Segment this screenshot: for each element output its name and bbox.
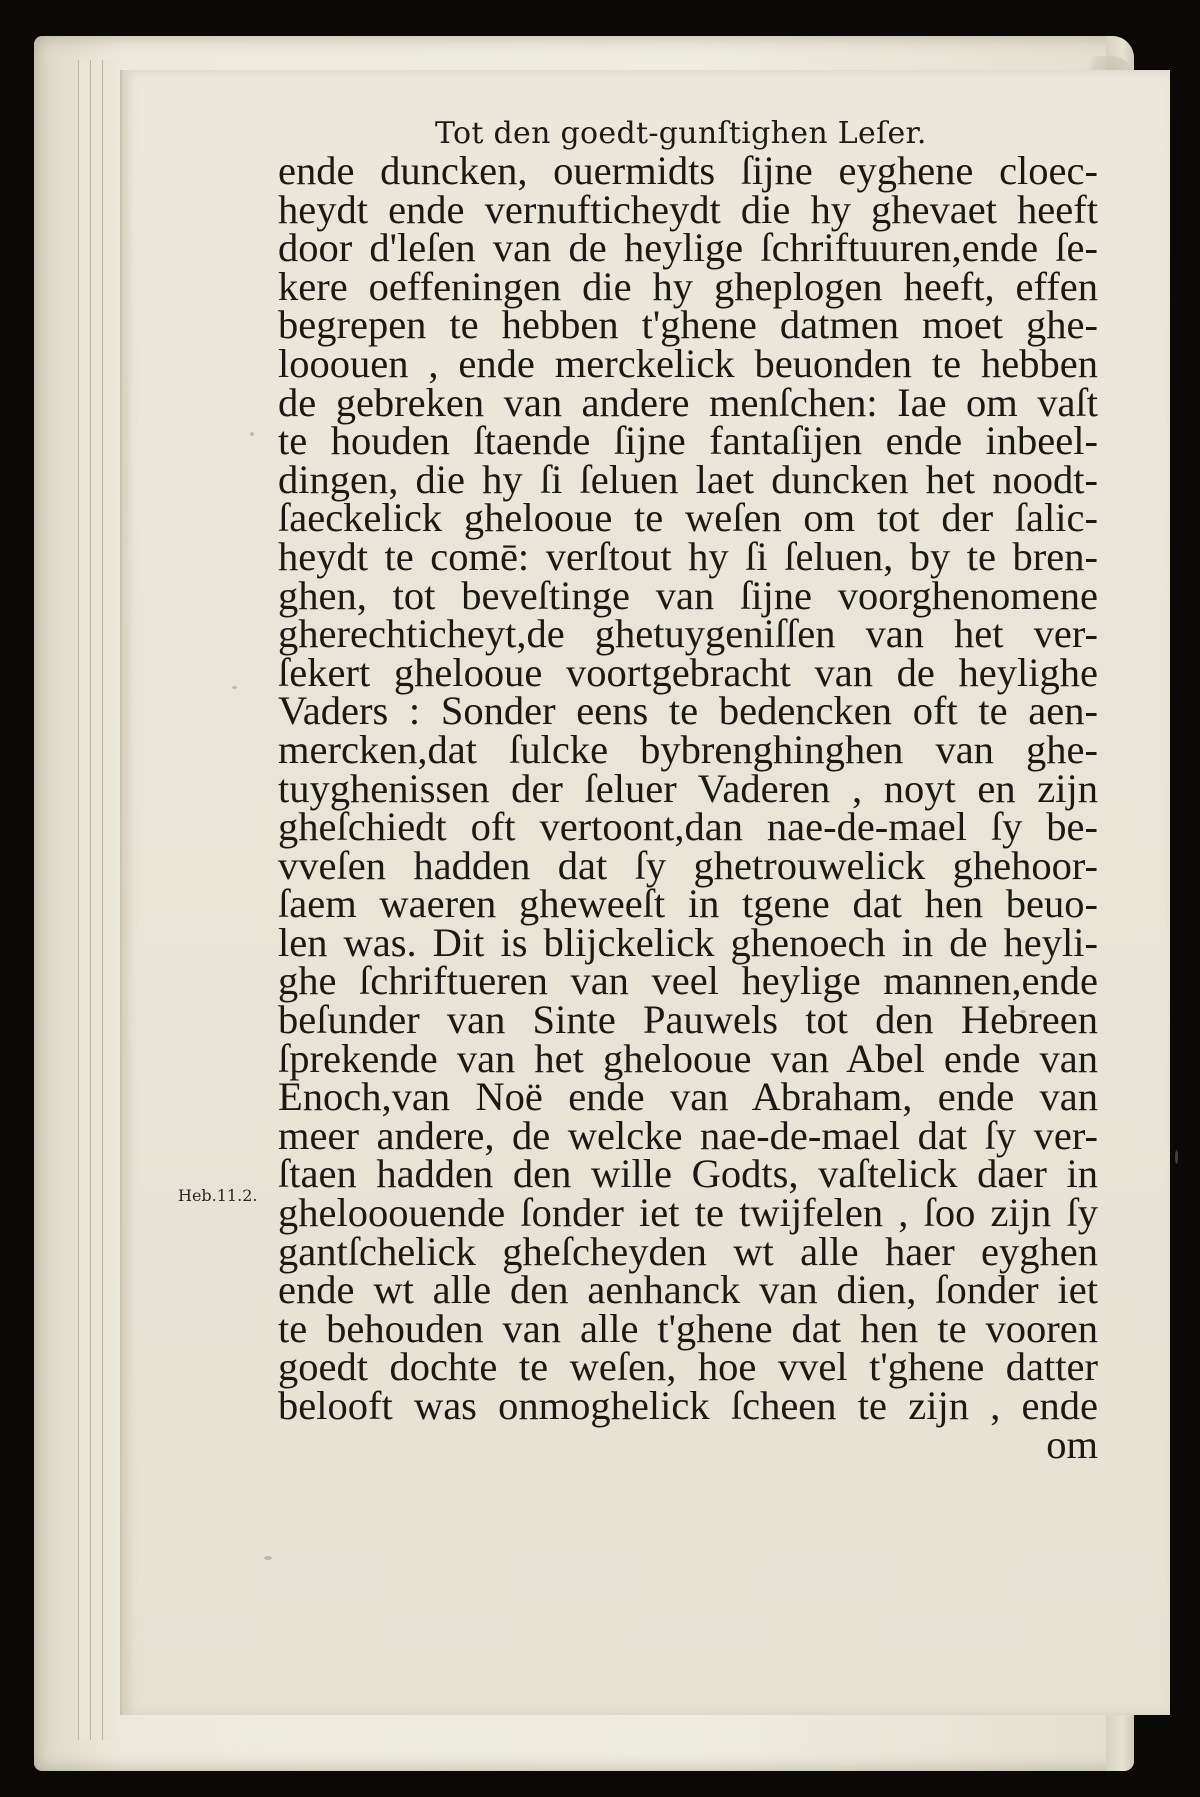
text-line: ghe ſchriftueren van veel heylige mannen,ende [278, 958, 1098, 1004]
text-line: vveſen hadden dat ſy ghetrouwelick ghehoor- [278, 842, 1098, 888]
page-edge [78, 60, 89, 1740]
text-line: tuyghenissen der ſeluer Vaderen , noyt en zijn [278, 765, 1098, 811]
text-line: begrepen te hebben t'ghene datmen moet ghe- [278, 302, 1098, 348]
text-line: ghen, tot beveſtinge van ſijne voorghenomene [278, 572, 1098, 618]
text-line: ſekert ghelooue voortgebracht van de heylighe [278, 649, 1098, 695]
running-header: Tot den goedt-gunſtighen Leſer. [435, 116, 927, 151]
text-line: door d'leſen van de heylige ſchriftuuren,ende ſe- [278, 225, 1098, 271]
text-line: ſaem waeren gheweeſt in tgene dat hen beuo- [278, 881, 1098, 927]
page-edge [102, 60, 113, 1740]
text-line: dingen, die hy ſi ſeluen laet duncken het noodt- [278, 456, 1098, 502]
dust-speck [1175, 1150, 1178, 1164]
text-line: meer andere, de welcke nae-de-mael dat ſy ver- [278, 1112, 1098, 1158]
text-line: beſunder van Sinte Pauwels tot den Hebreen [278, 997, 1098, 1043]
text-line: ſprekende van het ghelooue van Abel ende van [278, 1035, 1098, 1081]
text-line: kere oeffeningen die hy gheplogen heeft, effen [278, 263, 1098, 309]
text-line: gheſchiedt oft vertoont,dan nae-de-mael ſy be- [278, 804, 1098, 850]
dust-speck [264, 1556, 272, 1560]
text-line: te houden ſtaende ſijne fantaſijen ende inbeel- [278, 418, 1098, 464]
margin-note: Heb.11.2. [178, 1186, 258, 1205]
text-line: gherechticheyt,de ghetuygeniſſen van het ver- [278, 611, 1098, 657]
text-line: belooft was onmoghelick ſcheen te zijn , ende [278, 1383, 1098, 1428]
text-line: te behouden van alle t'ghene dat hen te vooren [278, 1305, 1098, 1351]
page-edge [90, 60, 101, 1740]
text-line: len was. Dit is blijckelick ghenoech in de heyli- [278, 919, 1098, 965]
dust-speck [232, 686, 237, 689]
catchword: om [1046, 1421, 1098, 1467]
dust-speck [250, 432, 254, 436]
text-line: ende wt alle den aenhanck van dien, ſonder iet [278, 1267, 1098, 1313]
body-text [278, 148, 1108, 1467]
text-line: Enoch,van Noë ende van Abraham, ende van [278, 1074, 1098, 1120]
text-line: ende duncken, ouermidts ſijne eyghene cloec- [278, 148, 1098, 193]
text-line: gantſchelick gheſcheyden wt alle haer eyghen [278, 1228, 1098, 1274]
text-line: ſtaen hadden den wille Godts, vaſtelick daer in [278, 1151, 1098, 1197]
text-line: heydt te comē: verſtout hy ſi ſeluen, by te bren- [278, 533, 1098, 579]
text-line: ghelooouende ſonder iet te twijfelen , ſoo zijn ſy [278, 1190, 1098, 1236]
text-line: mercken,dat ſulcke bybrenghinghen van ghe- [278, 726, 1098, 772]
text-line: heydt ende vernufticheydt die hy ghevaet heeft [278, 186, 1098, 232]
text-line: goedt dochte te weſen, hoe vvel t'ghene datter [278, 1344, 1098, 1390]
text-line: ſaeckelick ghelooue te weſen om tot der ſalic- [278, 495, 1098, 541]
text-line: Vaders : Sonder eens te bedencken oft te aen- [278, 688, 1098, 734]
text-line: looouen , ende merckelick beuonden te hebben [278, 340, 1098, 386]
dust-speck [1020, 1010, 1026, 1013]
text-line: de gebreken van andere menſchen: Iae om vaſt [278, 379, 1098, 425]
